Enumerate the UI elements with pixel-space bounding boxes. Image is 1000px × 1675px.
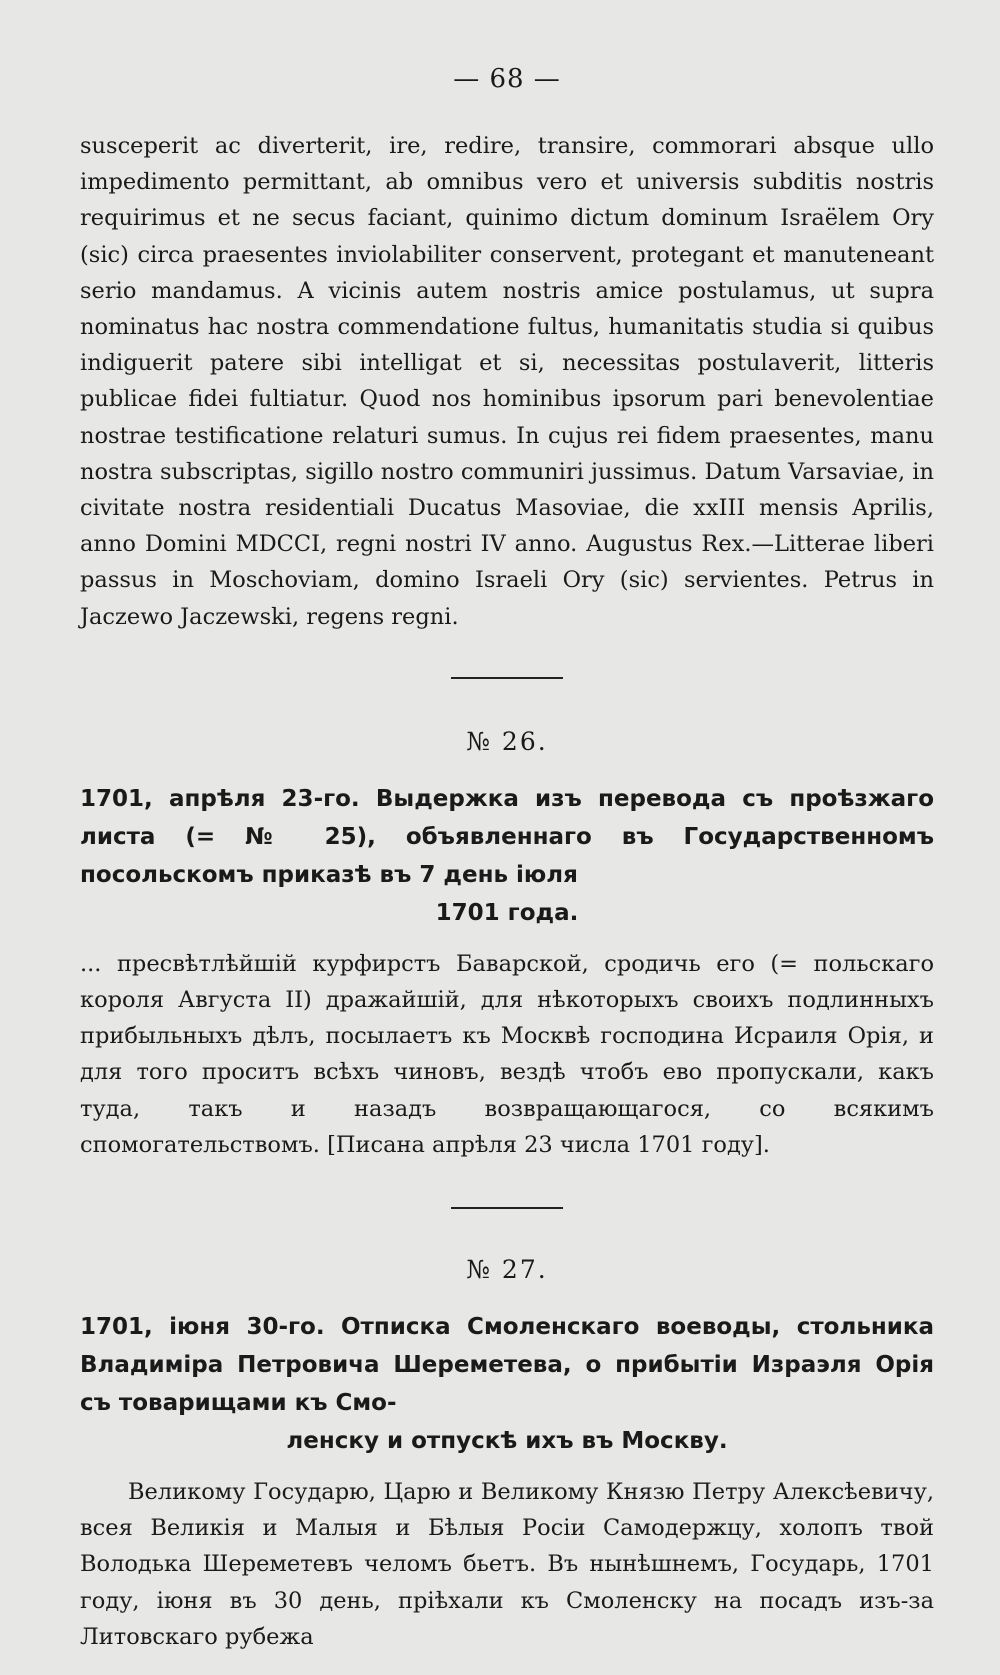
document-heading-26-last-line: 1701 года.	[435, 899, 579, 926]
document-text-26: ... пресвѣтлѣйшій курфирстъ Баварской, сродичь его (= польскаго короля Августа II) дражайшій, для нѣкоторыхъ своихъ подлинныхъ прибыльныхъ дѣлъ, посылаетъ къ Москвѣ господина Исраиля Орія, и для того проситъ всѣхъ чиновъ, вездѣ чтобъ ево пропускали, какъ туда, такъ и назадъ возвращающагося, со всякимъ спомогательствомъ. [Писана апрѣля 23 числа 1701 году].	[80, 950, 934, 1158]
latin-charter-text: susceperit ac diverterit, ire, redire, transire, commorari absque ullo impedimento permittant, ab omnibus vero et universis subditis nostris requirimus et ne secus faciant, quinimo dictum dominum Israëlem Ory (sic) circa praesentes inviolabiliter conservent, protegant et manuteneant serio mandamus. A vicinis autem nostris amice postulamus, ut supra nominatus hac nostra commendatione fultus, humanitatis studia si quibus indiguerit patere sibi intelligat et si, necessitas postulaverit, litteris publicae fidei fultiatur. Quod nos hominibus ipsorum pari benevolentiae nostrae testificatione relaturi sumus. In cujus rei fidem praesentes, manu nostra subscriptas, sigillo nostro communiri jussimus. Datum Varsaviae, in civitate nostra residentiali Ducatus Masoviae, die xxIII mensis Aprilis, anno Domini MDCCI, regni nostri IV anno. Augustus Rex.—Litterae liberi passus in Moschoviam, domino Israeli Ory (sic) servientes. Petrus in Jaczewo Jaczewski, regens regni.	[80, 133, 934, 630]
section-divider	[451, 1207, 563, 1209]
document-number-27: № 27.	[466, 1255, 548, 1285]
document-number-26: № 26.	[466, 726, 548, 756]
page-number: — 68 —	[453, 64, 561, 94]
section-divider	[451, 677, 563, 679]
document-heading-27-text: 1701, іюня 30-го. Отписка Смоленскаго воеводы, стольника Владиміра Петровича Шереметева, о прибытіи Израэля Орія съ товарищами къ Смо-	[80, 1314, 934, 1417]
document-text-27: Великому Государю, Царю и Великому Князю Петру Алексѣевичу, всея Великія и Малыя и Бѣлыя Росіи Самодержцу, холопъ твой Володька Шереметевъ челомъ бьетъ. Въ нынѣшнемъ, Государь, 1701 году, іюня въ 30 день, пріѣхали къ Смоленску на посадъ изъ-за Литовскаго рубежа	[80, 1479, 934, 1650]
document-heading-26-text: 1701, апрѣля 23-го. Выдержка изъ перевода съ проѣзжаго листа (= № 25), объявленнаго въ Государственномъ посольскомъ приказѣ въ 7 день іюля	[80, 785, 934, 888]
document-heading-26	[80, 780, 934, 932]
document-heading-27-last-line: ленску и отпускѣ ихъ въ Москву.	[286, 1428, 728, 1455]
document-heading-27	[80, 1308, 934, 1460]
